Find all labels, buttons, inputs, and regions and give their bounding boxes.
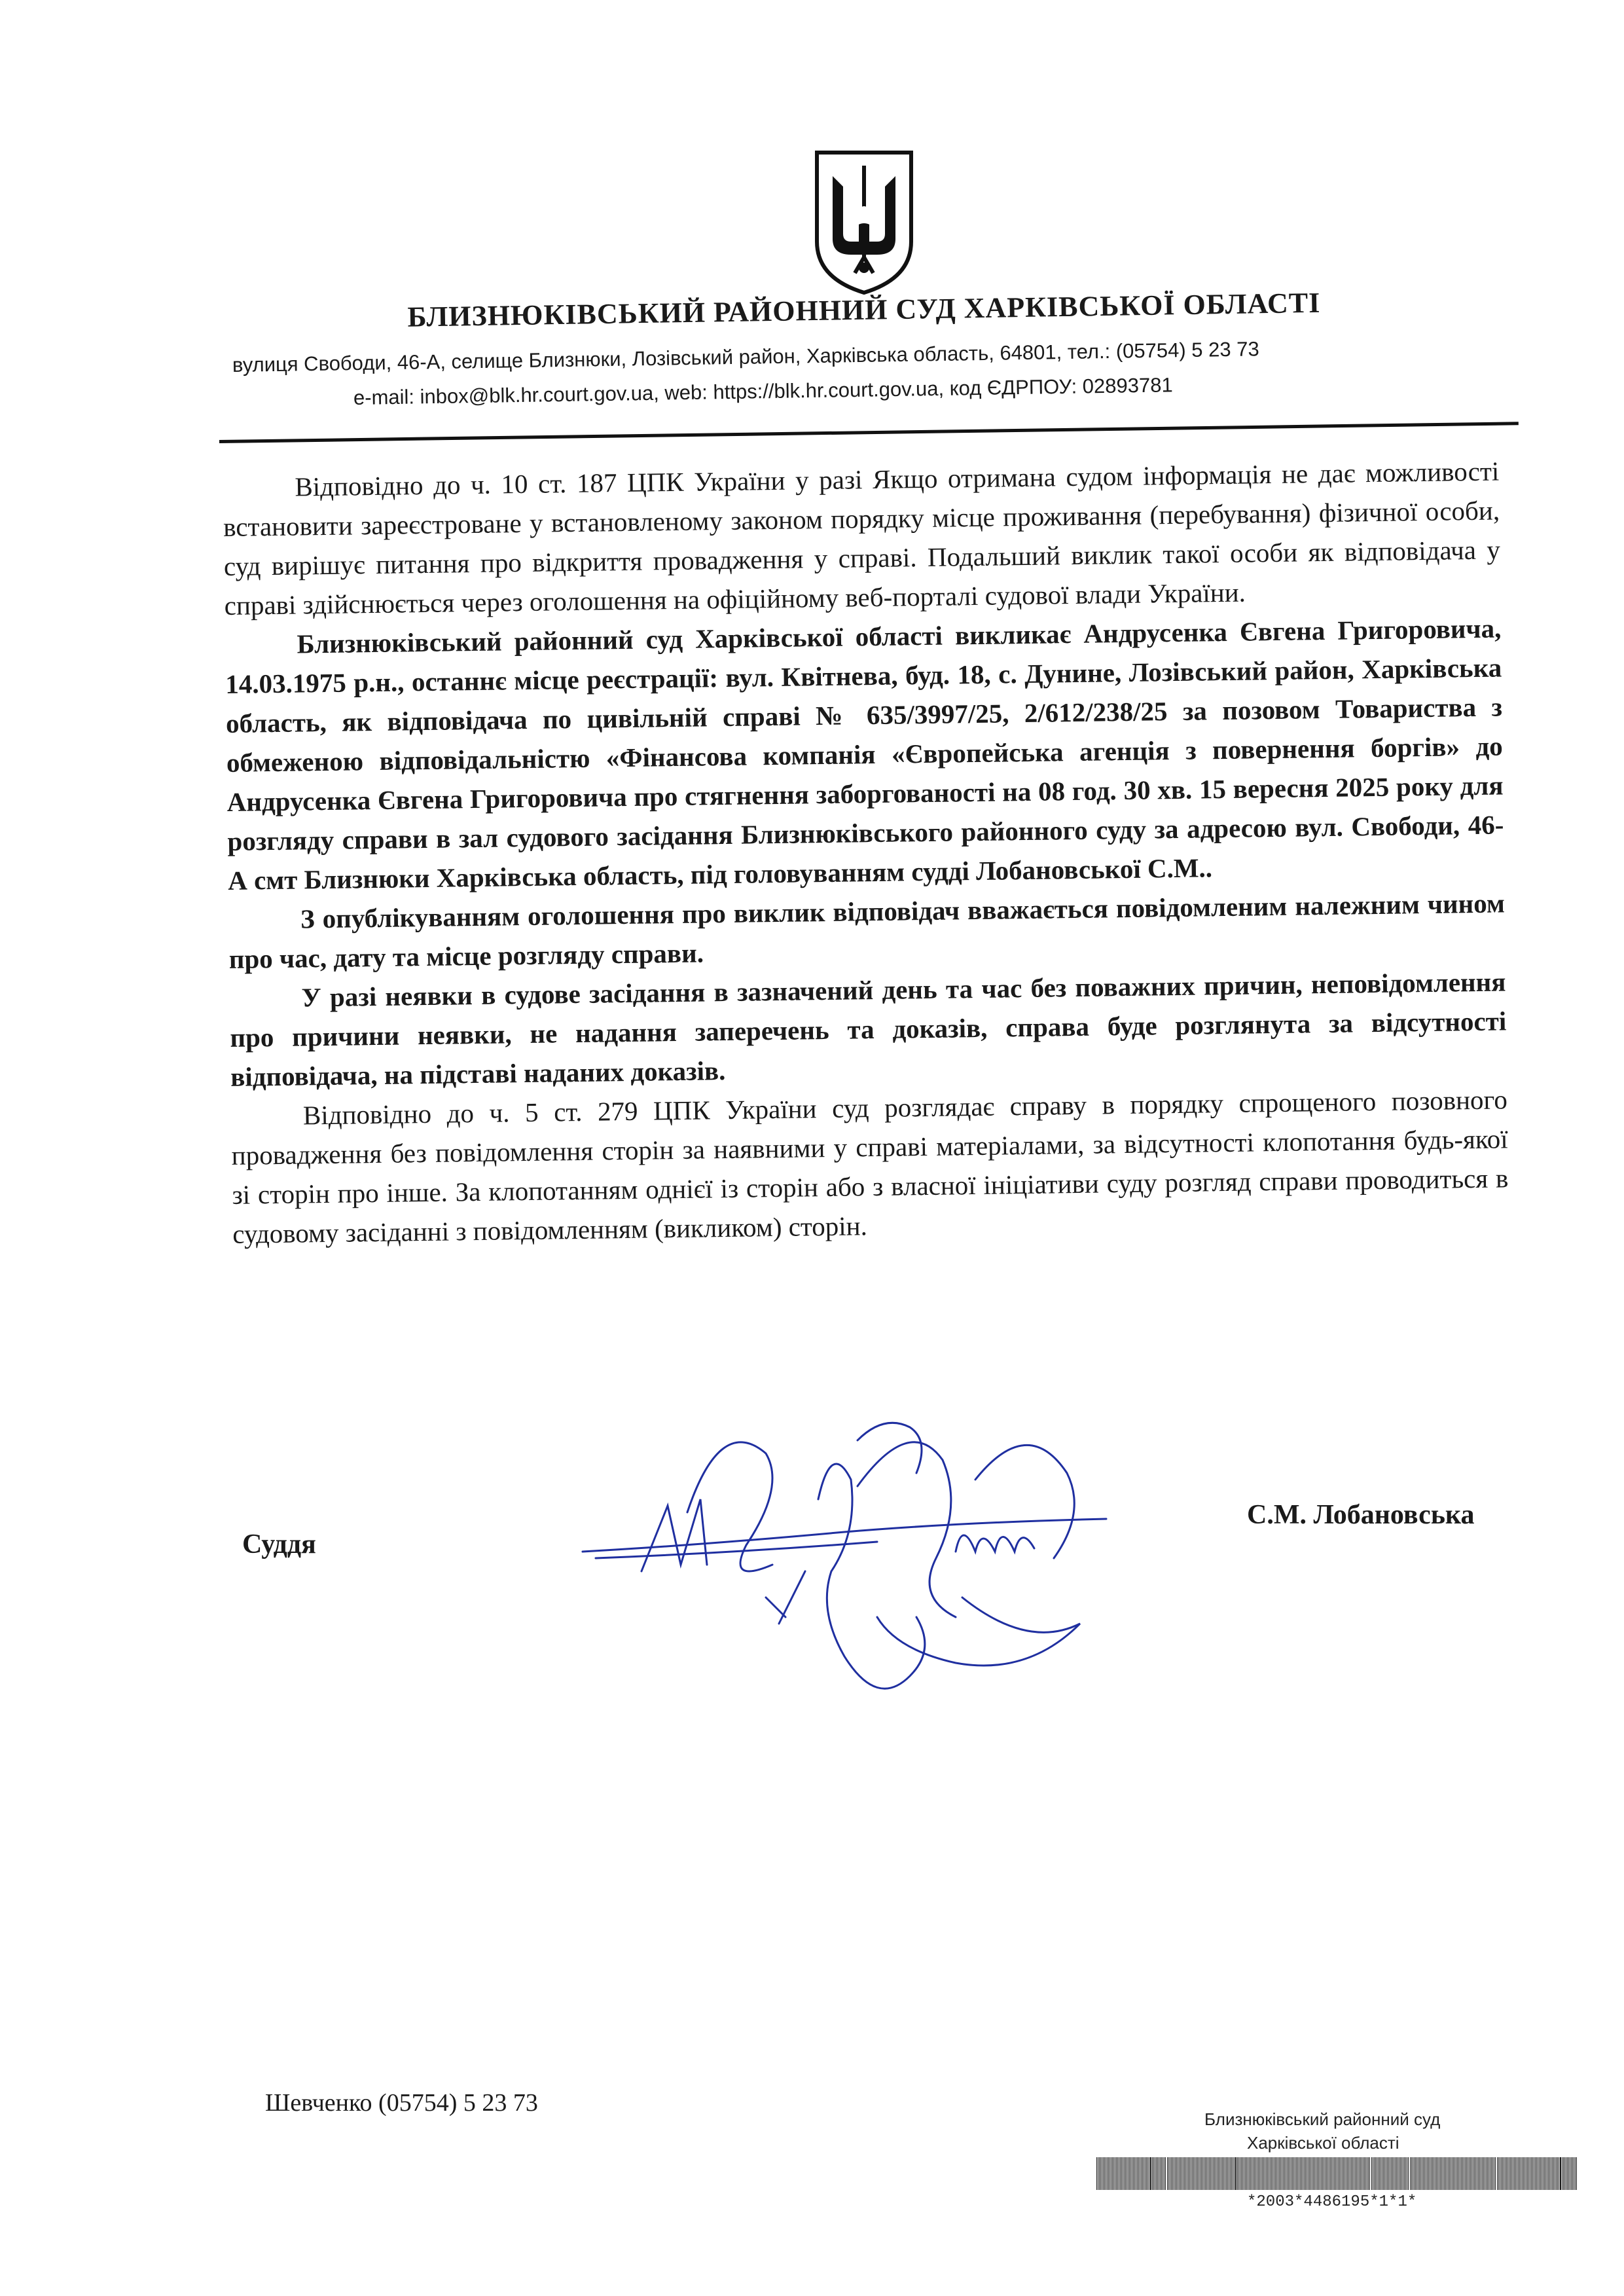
paragraph-legal-basis: Відповідно до ч. 10 ст. 187 ЦПК України у разі Якщо отримана судом інформація не дає можливості встановити зареєстроване у встановленому законом порядку місце проживання (перебування) фізичної особи, суд вирішує питання про відкриття провадження у справі. Подальший виклик такої особи як відповідача у справі здійснюється через оголошення на офіційному веб-порталі судової влади України. <box>223 456 1501 621</box>
paragraph-notification: З опублікуванням оголошення про виклик відповідач вважається повідомленим належним чином про час, дату та місце розгляду справи. <box>228 888 1506 974</box>
judge-label: Суддя <box>242 1529 316 1559</box>
court-address: вулиця Свободи, 46-А, селище Близнюки, Лозівський район, Харківська область, 64801, тел.: (05754) 5 23 73 <box>232 337 1259 376</box>
paragraph-summons: Близнюківський районний суд Харківської області викликає Андрусенка Євгена Григоровича, 14.03.1975 р.н., останнє місце реєстрації: вул. Квітнева, буд. 18, с. Дунине, Лозівський район, Харківська область, як відповідача по цивільній справі № 635/3997/25, 2/612/238/25 за позовом Товариства з обмеженою відповідальністю «Фінансова компанія «Європейська агенція з повернення боргів» до Андрусенка Євгена Григоровича про стягнення заборгованості на 08 год. 30 хв. 15 вересня 2025 року для розгляду справи в зал судового засідання Близнюківського районного суду за адресою вул. Свободи, 46-А смт Близнюки Харківська область, під головуванням судді Лобановської С.М.. <box>225 613 1504 896</box>
judge-signature <box>569 1401 1172 1715</box>
barcode-number: *2003*4486195*1*1* <box>1247 2193 1417 2211</box>
court-name-heading: БЛИЗНЮКІВСЬКИЙ РАЙОННИЙ СУД ХАРКІВСЬКОЇ ОБЛАСТІ <box>407 286 1321 333</box>
paragraph-absence-consequence: У разі неявки в судове засідання в зазначений день та час без поважних причин, неповідомлення про причини неявки, не надання заперечень та доказів, справа буде розглянута за відсутності відповідача, на підставі наданих доказів. <box>230 966 1507 1092</box>
notice-body <box>223 451 1509 1253</box>
paragraph-simplified-procedure: Відповідно до ч. 5 ст. 279 ЦПК України суд розглядає справу в порядку спрощеного позовного провадження без повідомлення сторін за наявними у справі матеріалами, за відсутності клопотання будь-якої зі сторін про інше. За клопотанням однієї із сторін або з власної ініціативи суду розгляд справи проводиться в судовому засіданні з повідомленням (викликом) сторін. <box>231 1084 1509 1249</box>
registry-stamp-line1: Близнюківський районний суд <box>1204 2109 1441 2129</box>
court-contacts: e-mail: inbox@blk.hr.court.gov.ua, web: https://blk.hr.court.gov.ua, код ЄДРПОУ: 02893781 <box>353 373 1173 409</box>
header-divider <box>219 422 1519 443</box>
document-barcode <box>1096 2157 1581 2190</box>
registry-stamp-line2: Харківської області <box>1247 2133 1399 2153</box>
executor-contact: Шевченко (05754) 5 23 73 <box>265 2089 538 2117</box>
coat-of-arms-icon <box>812 147 916 298</box>
judge-name: С.М. Лобановська <box>1247 1500 1475 1530</box>
